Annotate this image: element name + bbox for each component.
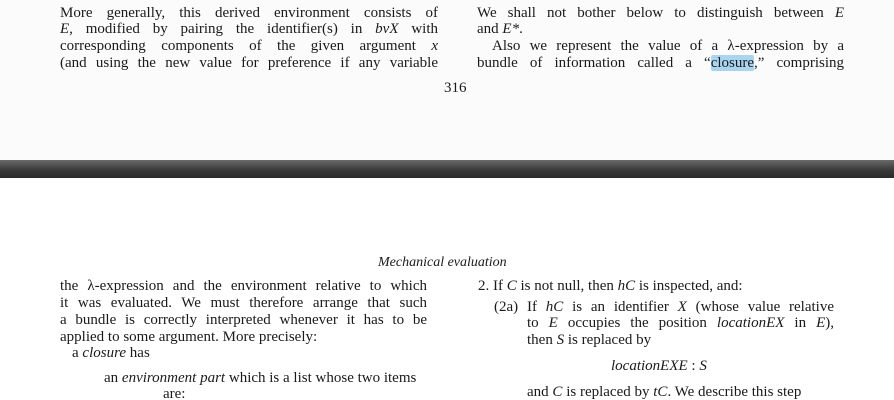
text-span: C [506,278,517,294]
text-span: ), [825,315,834,331]
text-span: locationEX [716,315,785,331]
text-span: is replaced by [564,332,652,348]
text-line [60,38,438,55]
text-span: and [527,384,553,400]
text-span: , modified by pairing the identifier(s) in [69,21,376,37]
text-span: 2. If [478,278,507,294]
text-line-content: the λ-expression and the environment relative to which [60,278,427,294]
text-line [60,55,438,72]
text-line-content: (and using the new value for preference if any variable [60,55,438,71]
text-line-content: More generally, this derived environment consists of [60,5,438,21]
text-span: : [687,358,700,374]
text-line-content [477,55,844,72]
text-span: corresponding components of the given argument [60,38,432,54]
text-span: bvX [375,21,399,37]
running-head: Mechanical evaluation [378,255,507,270]
text-span: E [548,315,558,331]
text-line-content [60,38,438,55]
text-span: closure [82,345,127,361]
text-line [477,21,523,38]
text-span: is inspected, and: [635,278,743,294]
text-span: in [784,315,817,331]
text-span: E [816,315,826,331]
text-line [527,384,801,400]
text-line-content [60,21,438,38]
text-span: x [431,38,438,54]
top-page [0,0,894,160]
text-line: are: [163,386,186,400]
text-span: a [72,345,83,361]
page-separator [0,160,894,178]
text-span: occupies the position [557,315,717,331]
text-span: is replaced by [562,384,654,400]
text-span: hC [617,278,636,294]
text-span: to [527,315,549,331]
text-line [477,5,844,22]
text-line [494,299,834,316]
text-line [527,332,651,349]
text-line-content: a bundle is correctly interpreted whenever it has to be [60,312,427,328]
text-line [60,21,438,38]
text-line-content: Also we represent the value of a λ-expression by a [492,38,844,54]
text-span: We shall not bother below to distinguish between [477,5,835,21]
text-line [477,55,844,72]
text-span: has [126,345,150,361]
text-span: bundle of information called a “ [477,55,711,71]
text-span: (2a) [494,299,519,315]
text-span: an [104,370,122,386]
text-span: . We describe this step [667,384,802,400]
text-span: tC [653,384,668,400]
text-span: and [477,21,503,37]
text-span: X [677,299,687,315]
text-span: is an identifier [563,299,678,315]
text-line-content [477,5,844,22]
text-line [60,5,438,22]
text-line [60,295,427,312]
text-span: E* [502,21,520,37]
text-span: If [518,299,546,315]
formula [611,358,707,375]
text-span: hC [545,299,564,315]
text-span: with [398,21,438,37]
text-line: applied to some argument. More precisely: [60,329,318,345]
text-span: is not null, then [516,278,618,294]
text-line [492,38,844,55]
text-span: S [699,358,707,374]
page-number: 316 [444,80,467,96]
text-line [72,345,150,362]
text-span: environment part [121,370,226,386]
text-line [104,370,416,387]
text-line [60,278,427,295]
text-span: locationEXE [611,358,688,374]
text-span: S [556,332,565,348]
text-span: which is a list whose two items [225,370,417,386]
text-line [60,312,427,329]
bottom-page [0,178,894,400]
text-line [478,278,743,295]
text-line-content: it was evaluated. We must therefore arrange that such [60,295,427,311]
text-line-content [494,299,834,316]
highlighted-word[interactable]: closure [710,55,755,71]
text-span: C [552,384,563,400]
text-span: . [519,21,523,37]
text-span: E [834,5,844,21]
text-span: (whose value relative [686,299,835,315]
text-line-content [527,315,834,332]
text-span: ,” comprising [754,55,844,71]
text-span: E [60,21,70,37]
text-span: then [527,332,557,348]
text-line [527,315,834,332]
